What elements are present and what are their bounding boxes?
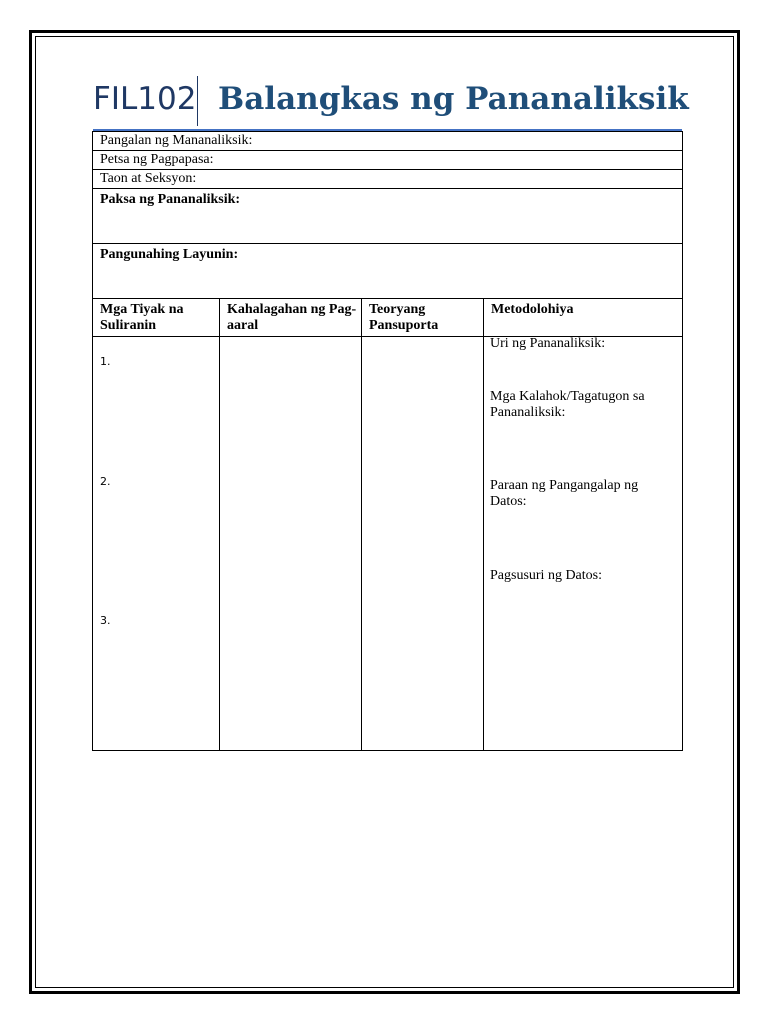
- methodology-data-gathering: Paraan ng Pangangalap ng Datos:: [490, 478, 639, 509]
- column-header-significance: Kahalagahan ng Pag-aaral: [220, 299, 362, 337]
- title-divider: [197, 76, 198, 126]
- significance-cell[interactable]: [220, 337, 362, 751]
- topic-label: Paksa ng Pananaliksik:: [100, 192, 241, 207]
- submission-date-field[interactable]: [93, 151, 683, 170]
- year-section-label: Taon at Seksyon:: [100, 171, 197, 186]
- research-outline-table: [92, 131, 683, 751]
- column-header-methodology: Metodolohiya: [484, 299, 683, 337]
- topic-field[interactable]: [93, 189, 683, 244]
- problems-cell[interactable]: [93, 337, 220, 751]
- course-code: FIL102: [93, 81, 197, 117]
- methodology-participants: Mga Kalahok/Tagatugon sa Pananaliksik:: [490, 389, 645, 420]
- problem-number-1: 1.: [100, 355, 111, 368]
- methodology-data-analysis: Pagsusuri ng Datos:: [490, 568, 602, 583]
- column-header-problems: Mga Tiyak na Suliranin: [93, 299, 220, 337]
- year-section-field[interactable]: [93, 170, 683, 189]
- main-objective-label: Pangunahing Layunin:: [100, 247, 239, 262]
- problem-number-3: 3.: [100, 614, 111, 627]
- researcher-name-label: Pangalan ng Mananaliksik:: [100, 133, 253, 148]
- researcher-name-field[interactable]: [93, 132, 683, 151]
- submission-date-label: Petsa ng Pagpapasa:: [100, 152, 214, 167]
- document-title: Balangkas ng Pananaliksik: [218, 81, 689, 117]
- theory-cell[interactable]: [362, 337, 484, 751]
- problem-number-2: 2.: [100, 475, 111, 488]
- methodology-research-type: Uri ng Pananaliksik:: [490, 336, 606, 351]
- column-header-theory: Teoryang Pansuporta: [362, 299, 484, 337]
- main-objective-field[interactable]: [93, 244, 683, 299]
